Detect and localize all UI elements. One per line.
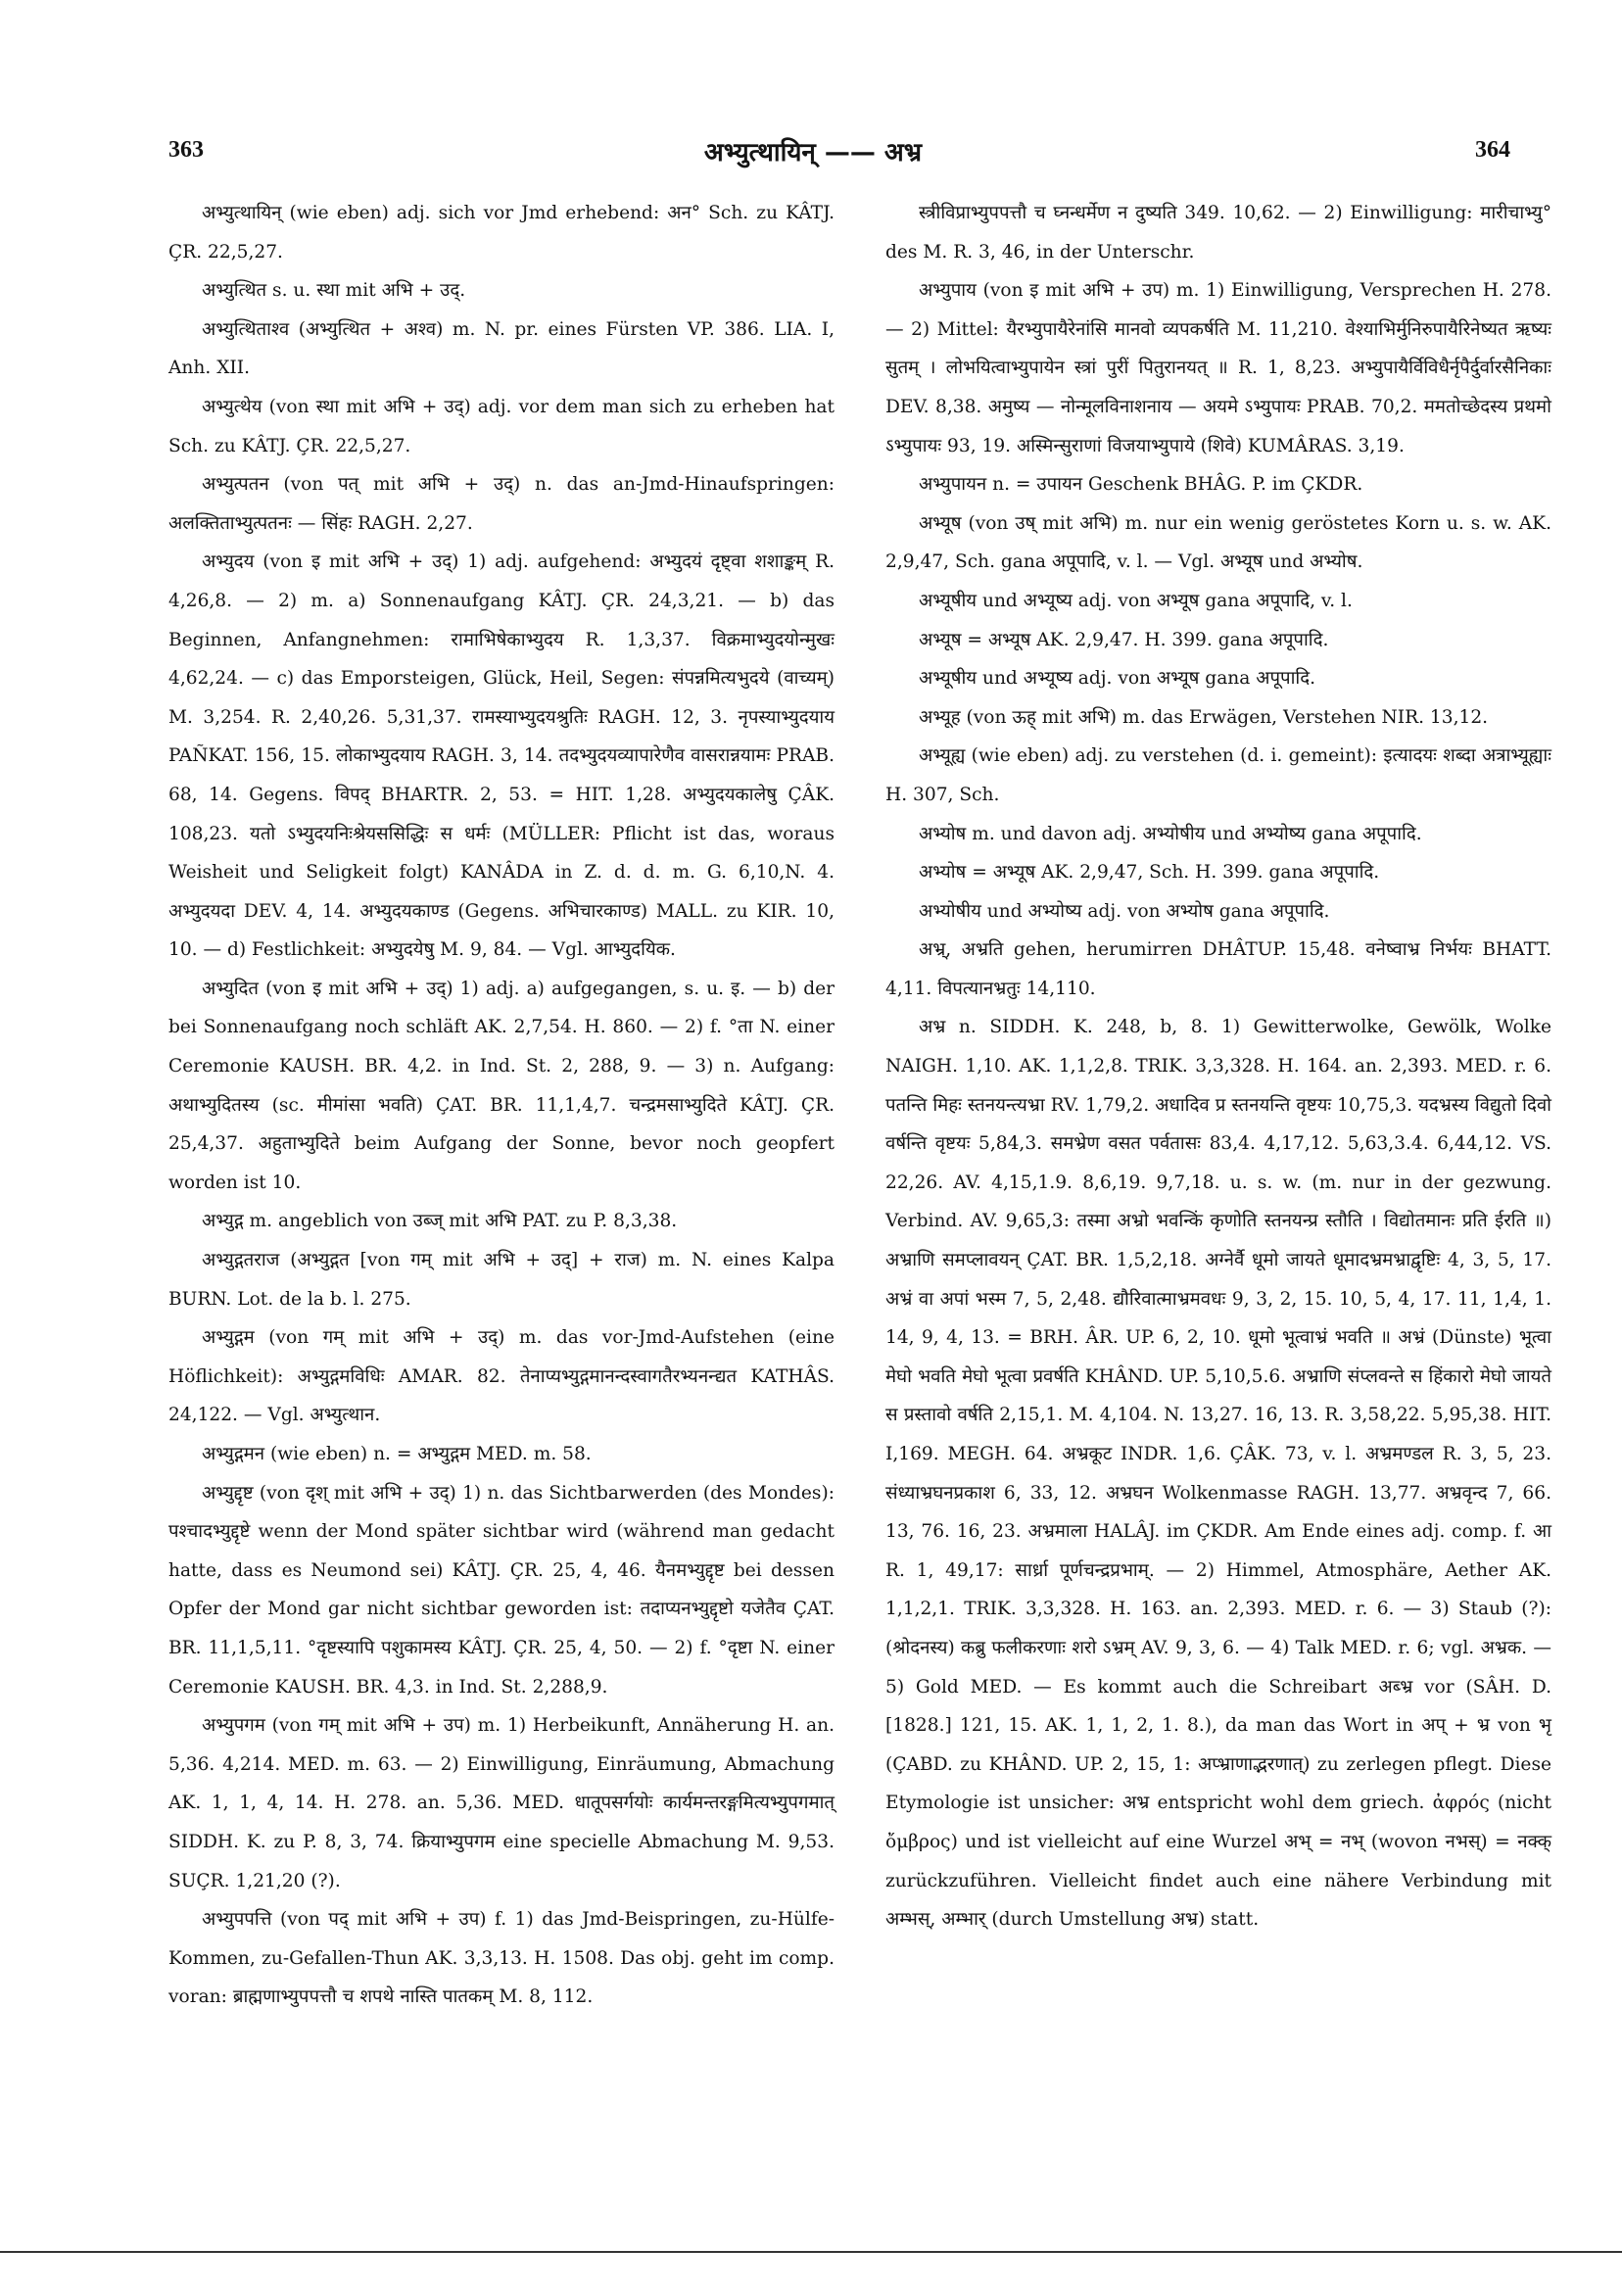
- dictionary-entry: अभ्र्, अभ्रति gehen, herumirren DHÂTUP. 15,48. वनेष्वाभ्र निर्भयः BHATT. 4,11. विपत्यानभ्रतुः 14,110.: [885, 939, 1551, 999]
- right-column: [885, 194, 1551, 1939]
- dictionary-entry: अभ्युत्थिताश्व (अभ्युत्थित + अश्व) m. N. pr. eines Fürsten VP. 386. LIA. I, Anh. XII.: [168, 318, 835, 379]
- dictionary-entry: अभ्युद्गमन (wie eben) n. = अभ्युद्गम MED. m. 58.: [202, 1444, 592, 1464]
- left-column: [168, 194, 835, 2017]
- dictionary-entry: अभ्युद्गम (von गम् mit अभि + उद्) m. das vor-Jmd-Aufstehen (eine Höflichkeit): अभ्युद्गमविधिः AMAR. 82. तेनाप्यभ्युद्गमानन्दस्वागतैरभ्यनन्द्यत KATHÂS. 24,122. — Vgl. अभ्युत्थान.: [168, 1327, 835, 1426]
- page-number-left: 363: [168, 137, 204, 163]
- dictionary-entry: अभ्युद्दृष्ट (von दृश् mit अभि + उद्) 1) n. das Sichtbarwerden (des Mondes): पश्चादभ्युद्दृष्टे wenn der Mond später sichtbar wird (während man gedacht hatte, dass es Neumond sei) KÂTJ. ÇR. 25, 4, 46. यैनमभ्युद्दृष्ट bei dessen Opfer der Mond gar nicht sichtbar geworden ist: तदाप्यनभ्युद्दृष्टो यजेतैव ÇAT. BR. 11,1,5,11. °दृष्टस्यापि पशुकामस्य KÂTJ. ÇR. 25, 4, 50. — 2) f. °दृष्टा N. einer Ceremonie KAUSH. BR. 4,3. in Ind. St. 2,288,9.: [168, 1482, 835, 1698]
- dictionary-entry: अभ्युद्गतराज (अभ्युद्गत [von गम् mit अभि + उद्] + राज) m. N. eines Kalpa BURN. Lot. de la b. l. 275.: [168, 1250, 835, 1310]
- dictionary-entry: अभ्र n. SIDDH. K. 248, b, 8. 1) Gewitterwolke, Gewölk, Wolke NAIGH. 1,10. AK. 1,1,2,8. TRIK. 3,3,328. H. 164. an. 2,393. MED. r. 6. पतन्ति मिहः स्तनयन्त्यभ्रा RV. 1,79,2. अधादिव प्र स्तनयन्ति वृष्टयः 10,75,3. यदभ्रस्य विद्युतो दिवो वर्षन्ति वृष्टयः 5,84,3. समभ्रेण वसत पर्वतासः 83,4. 4,17,12. 5,63,3.4. 6,44,12. VS. 22,26. AV. 4,15,1.9. 8,6,19. 9,7,18. u. s. w. (m. nur in der gezwung. Verbind. AV. 9,65,3: तस्मा अभ्रो भवन्किं कृणोति स्तनयन्प्र स्तौति । विद्योतमानः प्रति ईरति ॥) अभ्राणि समप्लावयन् ÇAT. BR. 1,5,2,18. अग्नेर्वै धूमो जायते धूमादभ्रमभ्राद्वृष्टिः 4, 3, 5, 17. अभ्रं वा अपां भस्म 7, 5, 2,48. द्यौरिवात्माभ्रमवधः 9, 3, 2, 15. 10, 5, 4, 17. 11, 1,4, 1. 14, 9, 4, 13. = BRH. ÂR. UP. 6, 2, 10. धूमो भूत्वाभ्रं भवति ॥ अभ्रं (Dünste) भूत्वा मेघो भवति मेघो भूत्वा प्रवर्षति KHÂND. UP. 5,10,5.6. अभ्राणि संप्लवन्ते स हिंकारो मेघो जायते स प्रस्तावो वर्षति 2,15,1. M. 4,104. N. 13,27. 16, 13. R. 3,58,22. 5,95,38. HIT. I,169. MEGH. 64. अभ्रकूट INDR. 1,6. ÇÂK. 73, v. l. अभ्रमण्डल R. 3, 5, 23. संध्याभ्रघनप्रकाश 6, 33, 12. अभ्रघन Wolkenmasse RAGH. 13,77. अभ्रवृन्द 7, 66. 13, 76. 16, 23. अभ्रमाला HALÂJ. im ÇKDR. Am Ende eines adj. comp. f. आ R. 1, 49,17: सार्ध्रा पूर्णचन्द्रप्रभाम्. — 2) Himmel, Atmosphäre, Aether AK. 1,1,2,1. TRIK. 3,3,328. H. 163. an. 2,393. MED. r. 6. — 3) Staub (?): (श्रोदनस्य) कब्रु फलीकरणाः शरो ऽभ्रम् AV. 9, 3, 6. — 4) Talk MED. r. 6; vgl. अभ्रक. — 5) Gold MED. — Es kommt auch die Schreibart अब्भ्र vor (SÂH. D. [1828.] 121, 15. AK. 1, 1, 2, 1. 8.), da man das Wort in अप् + भ्र von भृ (ÇABD. zu KHÂND. UP. 2, 15, 1: अप्भ्राणाद्भरणात्) zu zerlegen pflegt. Diese Etymologie ist unsicher: अभ्र entspricht wohl dem griech. ἀφρός (nicht ὄμβρος) und ist vielleicht auf eine Wurzel अभ् = नभ् (wovon नभस्) = नक्क् zurückzuführen. Vielleicht findet auch eine nähere Verbindung mit अम्भस्, अम्भार् (durch Umstellung अभ्र) statt.: [885, 1017, 1551, 1931]
- dictionary-entry: अभ्यूष = अभ्यूष AK. 2,9,47. H. 399. gana अपूपादि.: [919, 629, 1329, 650]
- dictionary-entry: अभ्युद्ग m. angeblich von उब्ज् mit अभि PAT. zu P. 8,3,38.: [202, 1211, 678, 1232]
- running-header: अभ्युत्थायिन् —— अभ्र: [703, 138, 923, 167]
- bottom-rule: [0, 2251, 1622, 2253]
- dictionary-entry: अभ्युपायन n. = उपायन Geschenk BHÂG. P. im ÇKDR.: [919, 474, 1363, 496]
- dictionary-entry: अभ्युत्थायिन् (wie eben) adj. sich vor Jmd erhebend: अन° Sch. zu KÂTJ. ÇR. 22,5,27.: [168, 203, 835, 263]
- dictionary-entry: अभ्योष m. und davon adj. अभ्योषीय und अभ्योष्य gana अपूपादि.: [919, 823, 1422, 844]
- dictionary-entry: अभ्योष = अभ्यूष AK. 2,9,47, Sch. H. 399. gana अपूपादि.: [919, 862, 1380, 884]
- dictionary-entry: अभ्युदित (von इ mit अभि + उद्) 1) adj. a) aufgegangen, s. u. इ. — b) der bei Sonnenaufgang noch schläft AK. 2,7,54. H. 860. — 2) f. °ता N. einer Ceremonie KAUSH. BR. 4,2. in Ind. St. 2, 288, 9. — 3) n. Aufgang: अथाभ्युदितस्य (sc. मीमांसा भवति) ÇAT. BR. 11,1,4,7. चन्द्रमसाभ्युदिते KÂTJ. ÇR. 25,4,37. अहुताभ्युदिते beim Aufgang der Sonne, bevor noch geopfert worden ist 10.: [168, 978, 835, 1193]
- dictionary-entry: अभ्युत्थित s. u. स्था mit अभि + उद्.: [202, 280, 466, 302]
- dictionary-entry: अभ्युत्पतन (von पत् mit अभि + उद्) n. das an-Jmd-Hinaufspringen: अलक्तिताभ्युत्पतनः — सिंहः RAGH. 2,27.: [168, 474, 835, 534]
- dictionary-entry: अभ्यूषीय und अभ्यूष्य adj. von अभ्यूष gana अपूपादि, v. l.: [919, 590, 1353, 611]
- dictionary-entry: अभ्युपपत्ति (von पद् mit अभि + उप) f. 1) das Jmd-Beispringen, zu-Hülfe-Kommen, zu-Gefallen-Thun AK. 3,3,13. H. 1508. Das obj. geht im comp. voran: ब्राह्मणाभ्युपपत्तौ च शपथे नास्ति पातकम् M. 8, 112.: [168, 1909, 835, 2008]
- dictionary-entry: अभ्यूष (von उष् mit अभि) m. nur ein wenig geröstetes Korn u. s. w. AK. 2,9,47, Sch. gana अपूपादि, v. l. — Vgl. अभ्यूष und अभ्योष.: [885, 512, 1551, 573]
- dictionary-entry: अभ्युपगम (von गम् mit अभि + उप) m. 1) Herbeikunft, Annäherung H. an. 5,36. 4,214. MED. m. 63. — 2) Einwilligung, Einräumung, Abmachung AK. 1, 1, 4, 14. H. 278. an. 5,36. MED. धातूपसर्गयोः कार्यमन्तरङ्गमित्यभ्युपगमात् SIDDH. K. zu P. 8, 3, 74. क्रियाभ्युपगम eine specielle Abmachung M. 9,53. SUÇR. 1,21,20 (?).: [168, 1715, 835, 1891]
- dictionary-entry: अभ्युपाय (von इ mit अभि + उप) m. 1) Einwilligung, Versprechen H. 278. — 2) Mittel: यैरभ्युपायैरेनांसि मानवो व्यपकर्षति M. 11,210. वेश्याभिर्मुनिरुपायैरिनेष्यत ऋष्यः सुतम् । लोभयित्वाभ्युपायेन स्त्रां पुरीं पितुरानयत् ॥ R. 1, 8,23. अभ्युपायैर्विविधैर्नृपैर्दुर्वारसैनिकाः DEV. 8,38. अमुष्य — नोन्मूलविनाशनाय — अयमे ऽभ्युपायः PRAB. 70,2. ममतोच्छेदस्य प्रथमो ऽभ्युपायः 93, 19. अस्मिन्सुराणां विजयाभ्युपाये (शिवे) KUMÂRAS. 3,19.: [885, 280, 1551, 456]
- dictionary-entry: अभ्यूषीय und अभ्यूष्य adj. von अभ्यूष gana अपूपादि.: [919, 668, 1316, 690]
- dictionary-entry: अभ्युदय (von इ mit अभि + उद्) 1) adj. aufgehend: अभ्युदयं दृष्ट्वा शशाङ्कम् R. 4,26,8. — 2) m. a) Sonnenaufgang KÂTJ. ÇR. 24,3,21. — b) das Beginnen, Anfangnehmen: रामाभिषेकाभ्युदय R. 1,3,37. विक्रमाभ्युदयोन्मुखः 4,62,24. — c) das Emporsteigen, Glück, Heil, Segen: संपन्नमित्यभुदये (वाच्यम्) M. 3,254. R. 2,40,26. 5,31,37. रामस्याभ्युदयश्रुतिः RAGH. 12, 3. नृपस्याभ्युदयाय PAÑKAT. 156, 15. लोकाभ्युदयाय RAGH. 3, 14. तदभ्युदयव्यापारेणैव वासरान्नयामः PRAB. 68, 14. Gegens. विपद् BHARTR. 2, 53. = HIT. 1,28. अभ्युदयकालेषु ÇÂK. 108,23. यतो ऽभ्युदयनिःश्रेयससिद्धिः स धर्मः (MÜLLER: Pflicht ist das, woraus Weisheit und Seligkeit folgt) KANÂDA in Z. d. d. m. G. 6,10,N. 4. अभ्युदयदा DEV. 4, 14. अभ्युदयकाण्ड (Gegens. अभिचारकाण्ड) MALL. zu KIR. 10, 10. — d) Festlichkeit: अभ्युदयेषु M. 9, 84. — Vgl. आभ्युदयिक.: [168, 551, 835, 961]
- dictionary-entry: अभ्यूह्य (wie eben) adj. zu verstehen (d. i. gemeint): इत्यादयः शब्दा अत्राभ्यूह्याः H. 307, Sch.: [885, 745, 1551, 805]
- page-number-right: 364: [1475, 137, 1510, 163]
- dictionary-entry: अभ्युत्थेय (von स्था mit अभि + उद्) adj. vor dem man sich zu erheben hat Sch. zu KÂTJ. ÇR. 22,5,27.: [168, 396, 835, 456]
- dictionary-entry: अभ्यूह (von ऊह् mit अभि) m. das Erwägen, Verstehen NIR. 13,12.: [919, 706, 1489, 728]
- dictionary-entry: अभ्योषीय und अभ्योष्य adj. von अभ्योष gana अपूपादि.: [919, 900, 1330, 922]
- dictionary-entry: स्त्रीविप्राभ्युपपत्तौ च घ्नन्धर्मेण न दुष्यति 349. 10,62. — 2) Einwilligung: मारीचाभ्यु° des M. R. 3, 46, in der Unterschr.: [885, 203, 1551, 263]
